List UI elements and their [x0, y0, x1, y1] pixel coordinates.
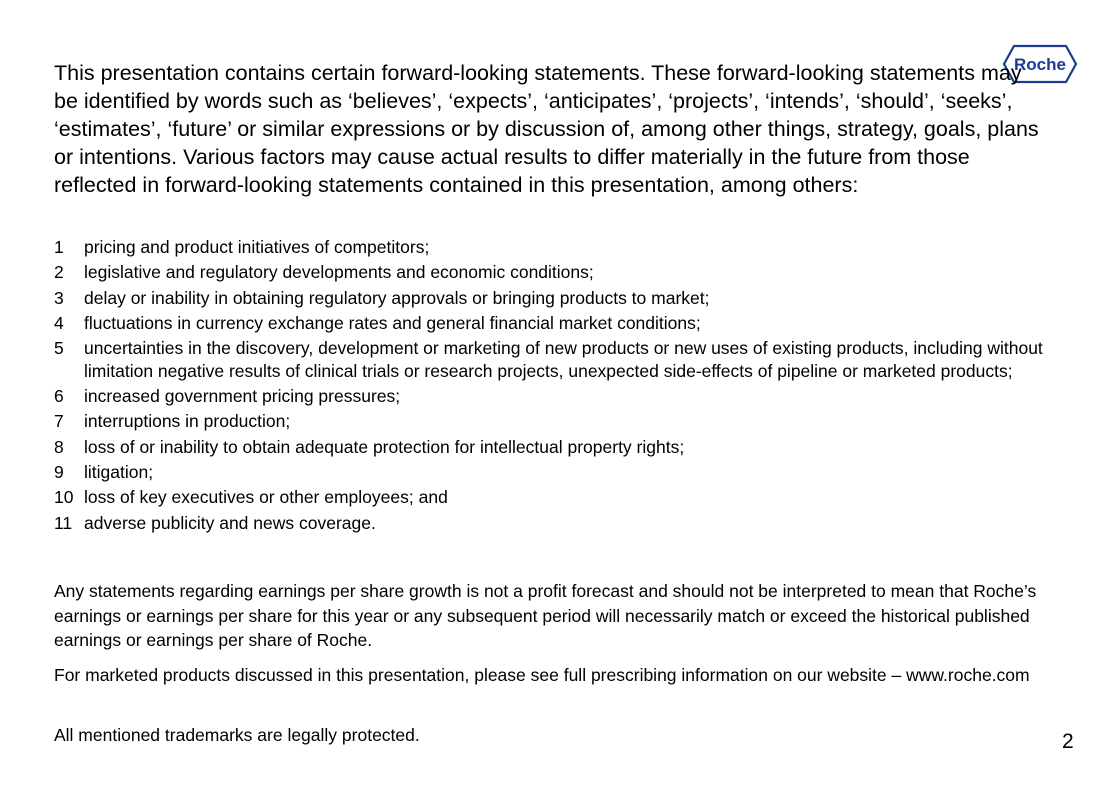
risk-factor-number: 7 [54, 411, 64, 432]
risk-factor-item [54, 287, 1054, 310]
risk-factor-number: 10 [54, 487, 74, 508]
risk-factor-item [54, 261, 1054, 284]
eps-disclaimer: Any statements regarding earnings per share growth is not a profit forecast and should not be interpreted to mean that Roche’s earnings or earnings per share for this year or any subsequent period will necessarily match or exceed the historical published earnings or earnings per share of Roche. [54, 581, 1037, 650]
trademark-notice: All mentioned trademarks are legally protected. [54, 725, 420, 745]
risk-factor-item [54, 236, 1054, 259]
intro-paragraph: This presentation contains certain forward-looking statements. These forward-looking statements may be identified by words such as ‘believes’, ‘expects’, ‘anticipates’, ‘projects’, ‘intends’, ‘should’, ‘seeks’, ‘estimates’, ‘future’ or similar expressions or by discussion of, among other things, strategy, goals, plans or intentions. Various factors may cause actual results to differ materially in the future from those reflected in forward-looking statements contained in this presentation, among others: [54, 61, 1039, 197]
page-number: 2 [1062, 730, 1074, 753]
website-notice: For marketed products discussed in this presentation, please see full prescribing information on our website – www.roche.com [54, 665, 1030, 685]
risk-factor-number: 8 [54, 436, 64, 457]
risk-factor-number: 11 [54, 512, 73, 533]
risk-factor-number: 9 [54, 462, 64, 483]
risk-factor-text: legislative and regulatory developments and economic conditions; [84, 262, 594, 283]
risk-factor-item [54, 461, 1054, 484]
risk-factor-item [54, 337, 1054, 382]
roche-logo-text: Roche [1014, 55, 1066, 74]
risk-factor-number: 3 [54, 287, 64, 308]
risk-factor-item [54, 385, 1054, 408]
risk-factor-text: uncertainties in the discovery, development or marketing of new products or new uses of existing products, including without limitation negative results of clinical trials or research projects, unexpected side-effects of pipeline or marketed products; [84, 338, 1043, 381]
risk-factor-item [54, 410, 1054, 433]
risk-factor-text: loss of key executives or other employees; and [84, 487, 448, 508]
risk-factor-item [54, 436, 1054, 459]
risk-factor-list [54, 236, 1054, 537]
risk-factor-number: 5 [54, 338, 64, 359]
risk-factor-text: litigation; [84, 462, 154, 483]
risk-factor-number: 6 [54, 386, 64, 407]
risk-factor-text: adverse publicity and news coverage. [84, 512, 376, 533]
risk-factor-text: pricing and product initiatives of competitors; [84, 237, 430, 257]
risk-factor-item [54, 486, 1054, 509]
risk-factor-text: increased government pricing pressures; [84, 386, 401, 407]
risk-factor-text: loss of or inability to obtain adequate protection for intellectual property rights; [84, 436, 685, 457]
risk-factor-number: 2 [54, 262, 64, 283]
risk-factor-text: delay or inability in obtaining regulatory approvals or bringing products to market; [84, 287, 710, 308]
risk-factor-item [54, 312, 1054, 335]
risk-factor-number: 1 [54, 237, 64, 257]
risk-factor-item [54, 512, 1054, 535]
risk-factor-text: fluctuations in currency exchange rates and general financial market conditions; [84, 312, 701, 333]
risk-factor-number: 4 [54, 312, 64, 333]
risk-factor-text: interruptions in production; [84, 411, 291, 432]
